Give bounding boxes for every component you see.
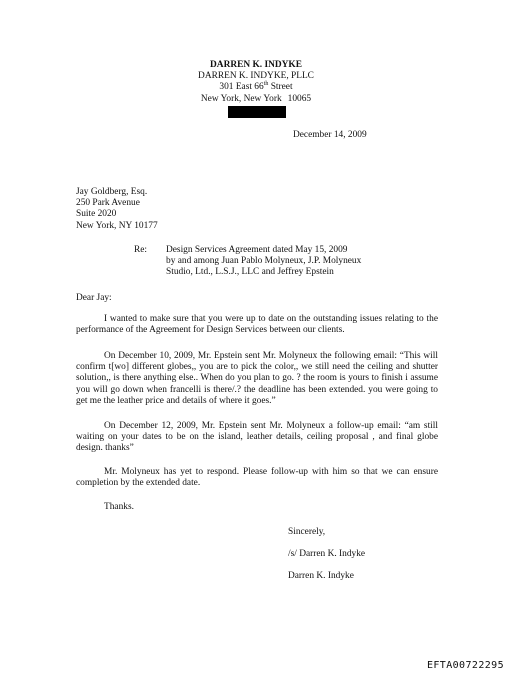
re-line: Design Services Agreement dated May 15, 2009 <box>166 245 348 255</box>
recipient-line: New York, NY 10177 <box>76 220 158 231</box>
redaction-bar <box>228 106 286 118</box>
re-line: by and among Juan Pablo Molyneux, J.P. Molyneux <box>166 256 362 267</box>
letterhead-street <box>0 82 512 93</box>
city-state: New York, New York <box>200 93 282 104</box>
letterhead-city <box>0 94 512 105</box>
body-paragraph: On December 10, 2009, Mr. Epstein sent Mr. Molyneux the following email: “This will confirm t[wo] different globes,, you are to pick the color,, we still need the ceiling and shutter solution,, is there anything else.. When do you plan to go. ? the room is yours to finish i assume you will go down when francelli is there/.? the deadline has been extended. you were going to get me the leather price and details of where it goes.” <box>76 351 438 406</box>
re-subject <box>166 245 361 279</box>
letterhead-firm: DARREN K. INDYKE, PLLC <box>198 71 314 82</box>
signature-line: /s/ Darren K. Indyke <box>288 549 366 559</box>
re-label: Re: <box>134 245 148 255</box>
bates-number: EFTA00722295 <box>426 660 504 671</box>
recipient-line: Suite 2020 <box>76 209 117 220</box>
recipient-line: 250 Park Avenue <box>76 198 140 209</box>
recipient-address <box>76 187 158 232</box>
letter-date: December 14, 2009 <box>293 130 367 140</box>
body-paragraph: On December 12, 2009, Mr. Epstein sent Mr. Molyneux a follow-up email: “am still waiting on your dates to be on the island, leather details, ceiling proposal , and final globe design. thanks” <box>76 421 438 454</box>
zip-code: 10065 <box>287 93 312 104</box>
re-line: Studio, Ltd., L.S.J., LLC and Jeffrey Epstein <box>166 267 334 278</box>
street-number: 301 East 66 <box>219 82 264 93</box>
recipient-line: Jay Goldberg, Esq. <box>76 187 148 197</box>
body-paragraph: I wanted to make sure that you were up to date on the outstanding issues relating to the performance of the Agreement for Design Services between our clients. <box>76 314 438 336</box>
letterhead-name: DARREN K. INDYKE <box>210 60 302 70</box>
closing-sincerely: Sincerely, <box>288 527 326 537</box>
street-name: Street <box>268 82 293 93</box>
thanks-line: Thanks. <box>104 502 134 512</box>
printed-name: Darren K. Indyke <box>288 571 354 581</box>
letterhead <box>0 60 512 105</box>
body-paragraph: Mr. Molyneux has yet to respond. Please follow-up with him so that we can ensure completion by the extended date. <box>76 467 438 489</box>
salutation: Dear Jay: <box>76 293 112 303</box>
street-ordinal-suffix: th <box>263 81 269 88</box>
